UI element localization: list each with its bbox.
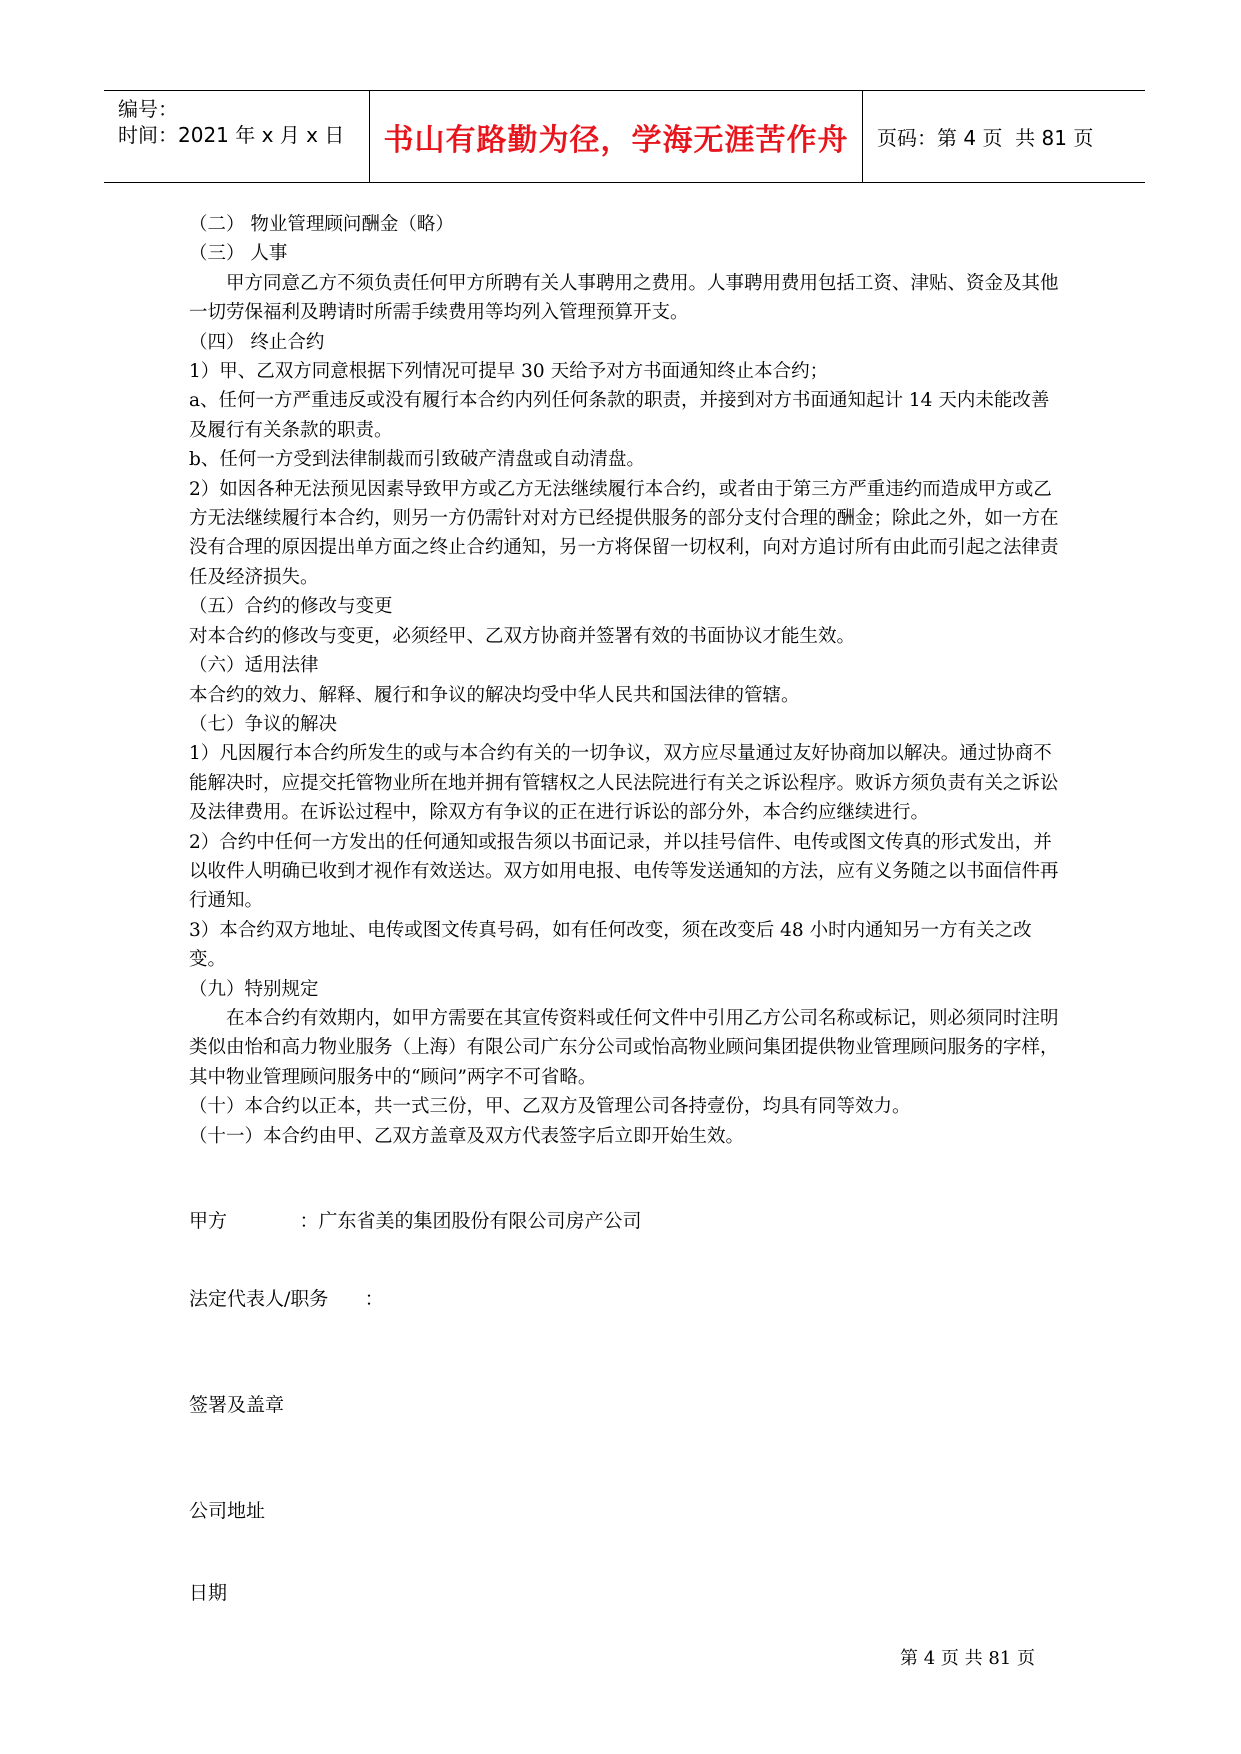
paragraph: b、任何一方受到法律制裁而引致破产清盘或自动清盘。 (189, 449, 645, 471)
contract-body (189, 210, 1064, 1151)
date-line: 日期 (189, 1582, 228, 1604)
paragraph: （十）本合约以正本，共一式三份，甲、乙双方及管理公司各持壹份，均具有同等效力。 (189, 1096, 911, 1118)
number-label: 编号： (118, 97, 178, 121)
paragraph: 2）合约中任何一方发出的任何通知或报告须以书面记录，并以挂号信件、电传或图文传真的形式发出，并以收件人明确已收到才视作有效送达。双方如用电报、电传等发送通知的方法，应有义务随之以书面信件再行通知。 (189, 831, 1059, 912)
paragraph: a、任何一方严重违反或没有履行本合约内列任何条款的职责，并接到对方书面通知起计 14 天内未能改善及履行有关条款的职责。 (189, 390, 1050, 441)
paragraph: 3）本合约双方地址、电传或图文传真号码，如有任何改变，须在改变后 48 小时内通知另一方有关之改变。 (189, 919, 1032, 971)
header-motto: 书山有路勤为径，学海无涯苦作舟 (370, 91, 863, 182)
time-label: 时间：2021 年 x 月 x 日 (118, 123, 345, 147)
section-title: （三） 人事 (189, 243, 288, 265)
section-title: （五）合约的修改与变更 (189, 596, 393, 618)
paragraph: 对本合约的修改与变更，必须经甲、乙双方协商并签署有效的书面协议才能生效。 (189, 625, 856, 647)
address-line: 公司地址 (189, 1500, 266, 1522)
paragraph: 1）甲、乙双方同意根据下列情况可提早 30 天给予对方书面通知终止本合约； (189, 361, 829, 383)
paragraph: 2）如因各种无法预见因素导致甲方或乙方无法继续履行本合约，或者由于第三方严重违约而造成甲方或乙方无法继续履行本合约，则另一方仍需针对对方已经提供服务的部分支付合理的酬金；除此之外，如一方在没有合理的原因提出单方面之终止合约通知，另一方将保留一切权利，向对方追讨所有由此而引起之法律责任及经济损失。 (189, 478, 1059, 588)
paragraph: 本合约的效力、解释、履行和争议的解决均受中华人民共和国法律的管辖。 (189, 684, 800, 706)
party-a-line: 甲方 ：广东省美的集团股份有限公司房产公司 (189, 1210, 642, 1232)
section-title: （四） 终止合约 (189, 331, 325, 353)
paragraph: 在本合约有效期内，如甲方需要在其宣传资料或任何文件中引用乙方公司名称或标记，则必须同时注明类似由怡和高力物业服务（上海）有限公司广东分公司或怡高物业顾问集团提供物业管理顾问服务的字样，其中物业管理顾问服务中的“顾问”两字不可省略。 (189, 1007, 1059, 1088)
paragraph: （十一）本合约由甲、乙双方盖章及双方代表签字后立即开始生效。 (189, 1125, 745, 1147)
page-footer: 第 4 页 共 81 页 (900, 1648, 1035, 1669)
header-page-info-cell (863, 91, 1145, 182)
header-meta-cell (104, 91, 370, 182)
header-page-info: 页码：第 4 页 共 81 页 (877, 126, 1094, 150)
section-title: （七）争议的解决 (189, 713, 338, 735)
section-title: （二） 物业管理顾问酬金（略） (189, 214, 454, 235)
seal-line: 签署及盖章 (189, 1394, 285, 1416)
legal-rep-line: 法定代表人/职务 ： (189, 1288, 384, 1310)
paragraph: 1）凡因履行本合约所发生的或与本合约有关的一切争议，双方应尽量通过友好协商加以解决。通过协商不能解决时，应提交托管物业所在地并拥有管辖权之人民法院进行有关之诉讼程序。败诉方须负责有关之诉讼及法律费用。在诉讼过程中，除双方有争议的正在进行诉讼的部分外，本合约应继续进行。 (189, 743, 1059, 824)
document-header (104, 90, 1145, 183)
section-title: （九）特别规定 (189, 978, 319, 1000)
section-title: （六）适用法律 (189, 655, 319, 677)
paragraph: 甲方同意乙方不须负责任何甲方所聘有关人事聘用之费用。人事聘用费用包括工资、津贴、资金及其他一切劳保福利及聘请时所需手续费用等均列入管理预算开支。 (189, 272, 1059, 324)
